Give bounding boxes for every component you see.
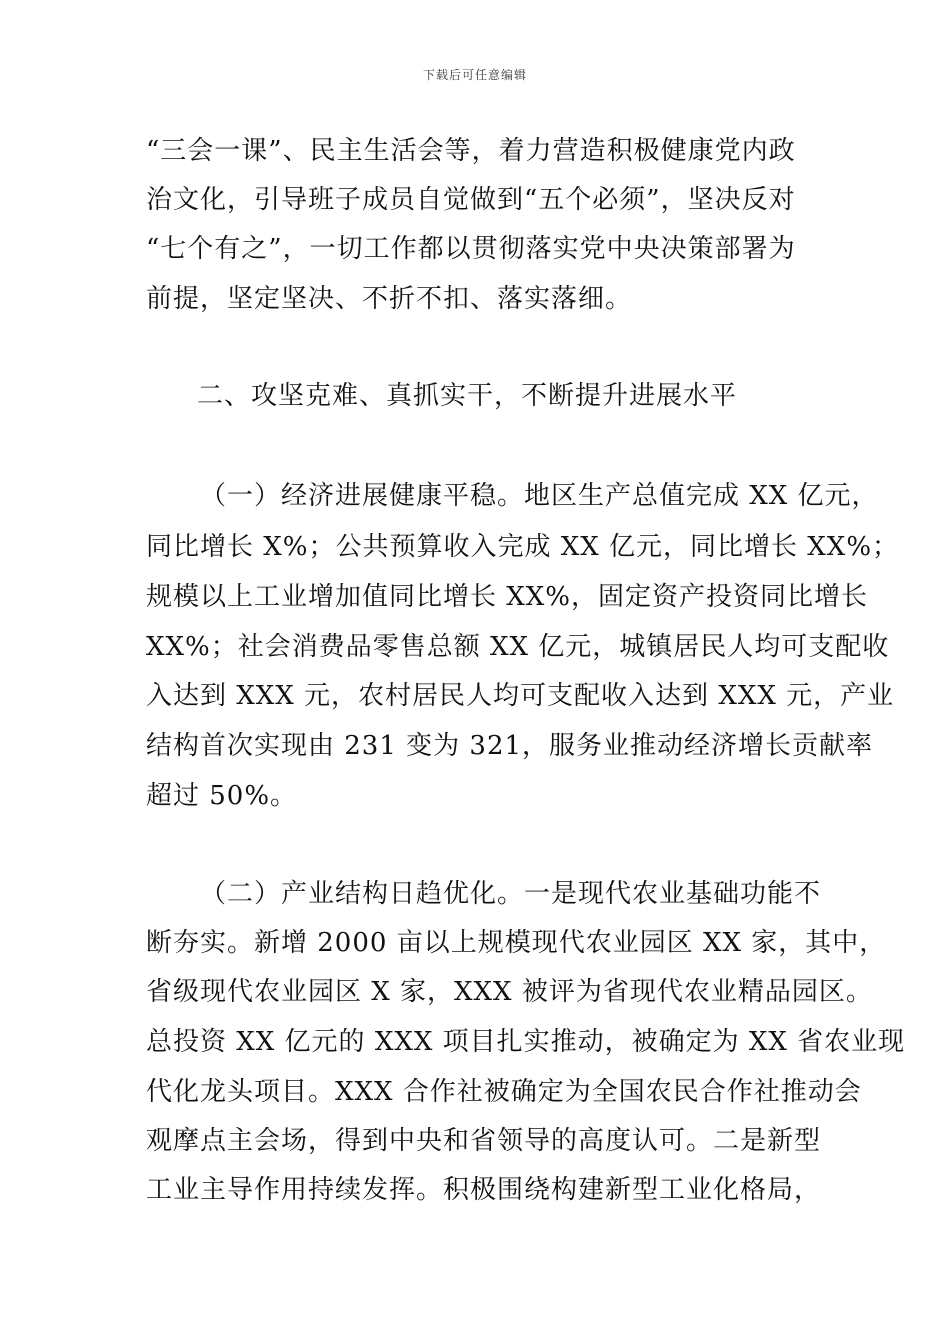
text-line: 观摩点主会场，得到中央和省领导的高度认可。二是新型 bbox=[146, 1126, 822, 1156]
text-line: “三会一课”、民主生活会等，着力营造积极健康党内政 bbox=[146, 136, 796, 166]
text-line: 前提，坚定坚决、不折不扣、落实落细。 bbox=[146, 284, 633, 314]
text-line: “七个有之”，一切工作都以贯彻落实党中央决策部署为 bbox=[146, 234, 796, 264]
text-line: 总投资 XX 亿元的 XXX 项目扎实推动，被确定为 XX 省农业现 bbox=[146, 1027, 906, 1057]
text-line: 超过 50%。 bbox=[146, 781, 298, 811]
text-line: 省级现代农业园区 X 家，XXX 被评为省现代农业精品园区。 bbox=[146, 977, 873, 1007]
text-line: （二）产业结构日趋优化。一是现代农业基础功能不 bbox=[200, 879, 822, 909]
text-line: （一）经济进展健康平稳。地区生产总值完成 XX 亿元， bbox=[200, 481, 879, 511]
text-line: XX%；社会消费品零售总额 XX 亿元，城镇居民人均可支配收 bbox=[146, 632, 890, 662]
section-heading: 二、攻坚克难、真抓实干，不断提升进展水平 bbox=[197, 381, 738, 411]
header-note: 下载后可任意编辑 bbox=[422, 68, 527, 82]
text-line: 治文化，引导班子成员自觉做到“五个必须”，坚决反对 bbox=[146, 185, 796, 215]
text-line: 结构首次实现由 231 变为 321，服务业推动经济增长贡献率 bbox=[146, 731, 874, 761]
text-line: 断夯实。新增 2000 亩以上规模现代农业园区 XX 家，其中， bbox=[146, 928, 887, 958]
text-line: 工业主导作用持续发挥。积极围绕构建新型工业化格局， bbox=[146, 1175, 822, 1205]
text-line: 代化龙头项目。XXX 合作社被确定为全国农民合作社推动会 bbox=[146, 1077, 862, 1107]
text-line: 入达到 XXX 元，农村居民人均可支配收入达到 XXX 元，产业 bbox=[146, 681, 895, 711]
text-line: 同比增长 X%；公共预算收入完成 XX 亿元，同比增长 XX%； bbox=[146, 532, 900, 562]
text-line: 规模以上工业增加值同比增长 XX%，固定资产投资同比增长 bbox=[146, 582, 868, 612]
